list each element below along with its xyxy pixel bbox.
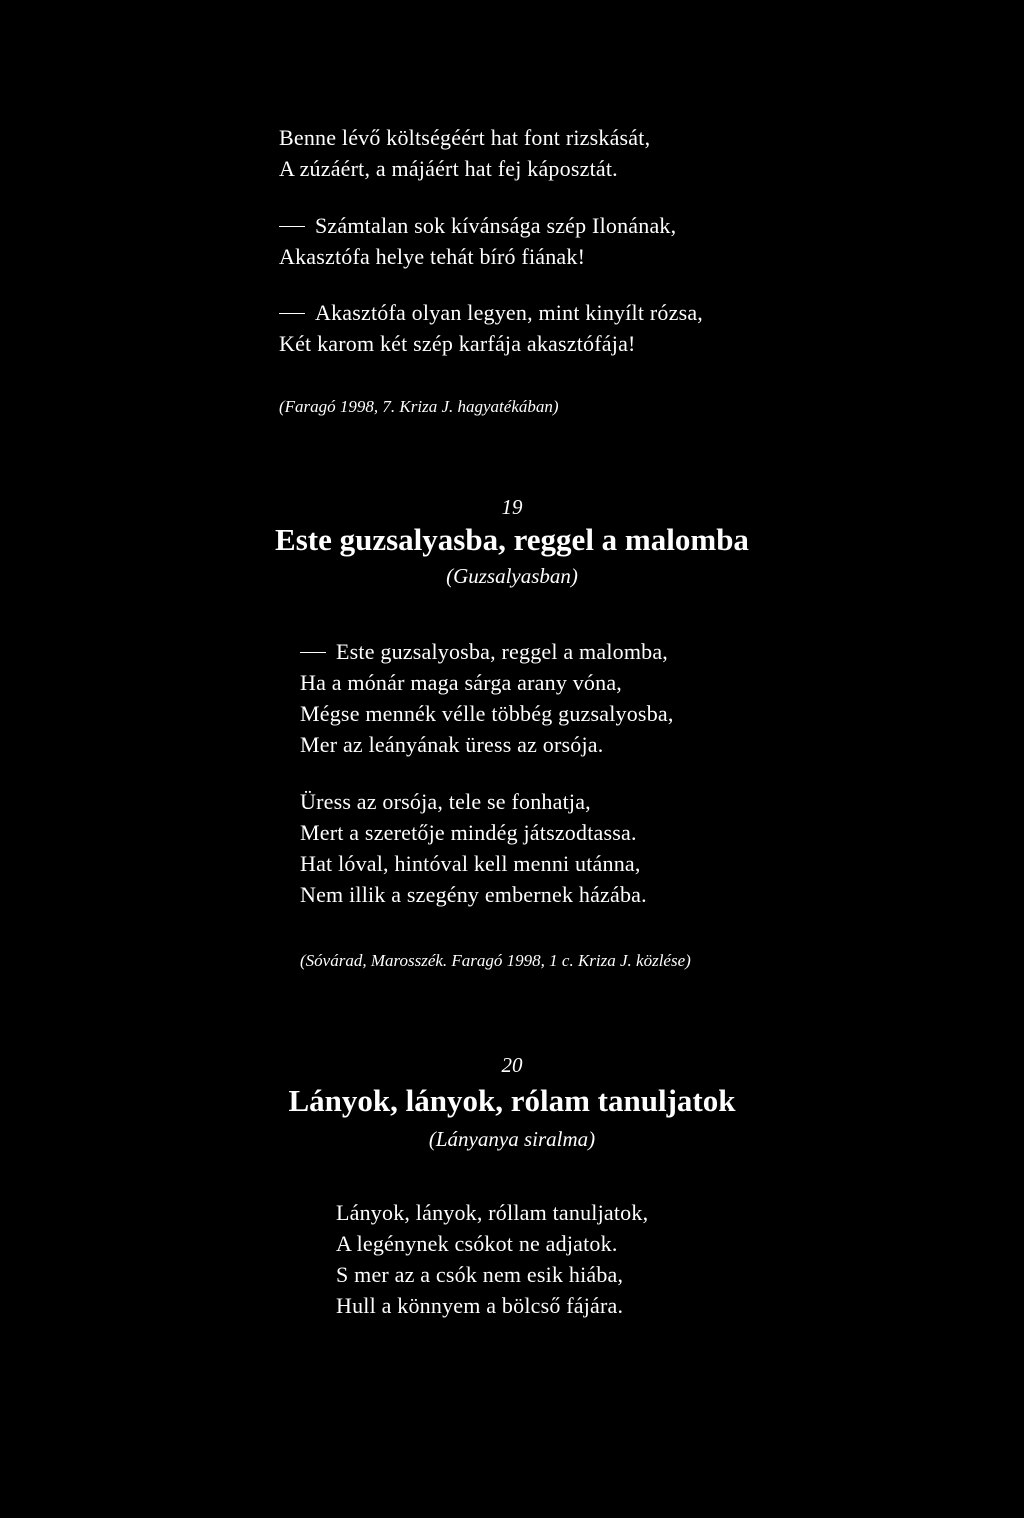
verse-line: Számtalan sok kívánsága szép Ilonának, bbox=[279, 210, 676, 241]
poem20-stanza-1 bbox=[336, 1197, 648, 1321]
verse-line: Hat lóval, hintóval kell menni utánna, bbox=[300, 851, 641, 876]
poem20-title: Lányok, lányok, rólam tanuljatok bbox=[288, 1083, 736, 1118]
poem20-number: 20 bbox=[501, 1053, 523, 1077]
em-dash bbox=[279, 226, 305, 227]
verse-line: Nem illik a szegény embernek házába. bbox=[300, 882, 647, 907]
verse-line: Akasztófa helye tehát bíró fiának! bbox=[279, 244, 586, 269]
verse-line: Hull a könnyem a bölcső fájára. bbox=[336, 1293, 624, 1318]
verse-line: Mert a szeretője mindég játszodtassa. bbox=[300, 820, 637, 845]
verse-line: Benne lévő költségéért hat font rizskását, bbox=[279, 125, 651, 150]
poem19-subtitle: (Guzsalyasban) bbox=[446, 564, 578, 588]
poem19-stanza-1 bbox=[300, 636, 674, 760]
verse-line: A zúzáért, a májáért hat fej káposztát. bbox=[279, 156, 618, 181]
poem19-title: Este guzsalyasba, reggel a malomba bbox=[275, 522, 749, 557]
verse-line: Mégse mennék vélle többég guzsalyosba, bbox=[300, 701, 674, 726]
verse-line: Ha a mónár maga sárga arany vóna, bbox=[300, 670, 623, 695]
poem20-subtitle: (Lányanya siralma) bbox=[428, 1127, 596, 1151]
verse-line: Két karom két szép karfája akasztófája! bbox=[279, 331, 636, 356]
verse-line: A legénynek csókot ne adjatok. bbox=[336, 1231, 618, 1256]
poem18-stanza-1 bbox=[279, 122, 650, 184]
poem19-stanza-2 bbox=[300, 786, 647, 910]
poem19-number: 19 bbox=[501, 495, 523, 519]
verse-line: Akasztófa olyan legyen, mint kinyílt rózsa, bbox=[279, 297, 703, 328]
poem18-source: (Faragó 1998, 7. Kriza J. hagyatékában) bbox=[279, 397, 559, 416]
em-dash bbox=[279, 313, 305, 314]
verse-line: Lányok, lányok, róllam tanuljatok, bbox=[336, 1200, 649, 1225]
poem19-source: (Sóvárad, Marosszék. Faragó 1998, 1 c. Kriza J. közlése) bbox=[300, 951, 691, 970]
verse-line: Mer az leányának üress az orsója. bbox=[300, 732, 604, 757]
verse-line: Este guzsalyosba, reggel a malomba, bbox=[300, 636, 674, 667]
poem18-stanza-2 bbox=[279, 210, 676, 272]
verse-line: S mer az a csók nem esik hiába, bbox=[336, 1262, 624, 1287]
em-dash bbox=[300, 652, 326, 653]
poem18-stanza-3 bbox=[279, 297, 703, 359]
verse-line: Üress az orsója, tele se fonhatja, bbox=[300, 789, 591, 814]
